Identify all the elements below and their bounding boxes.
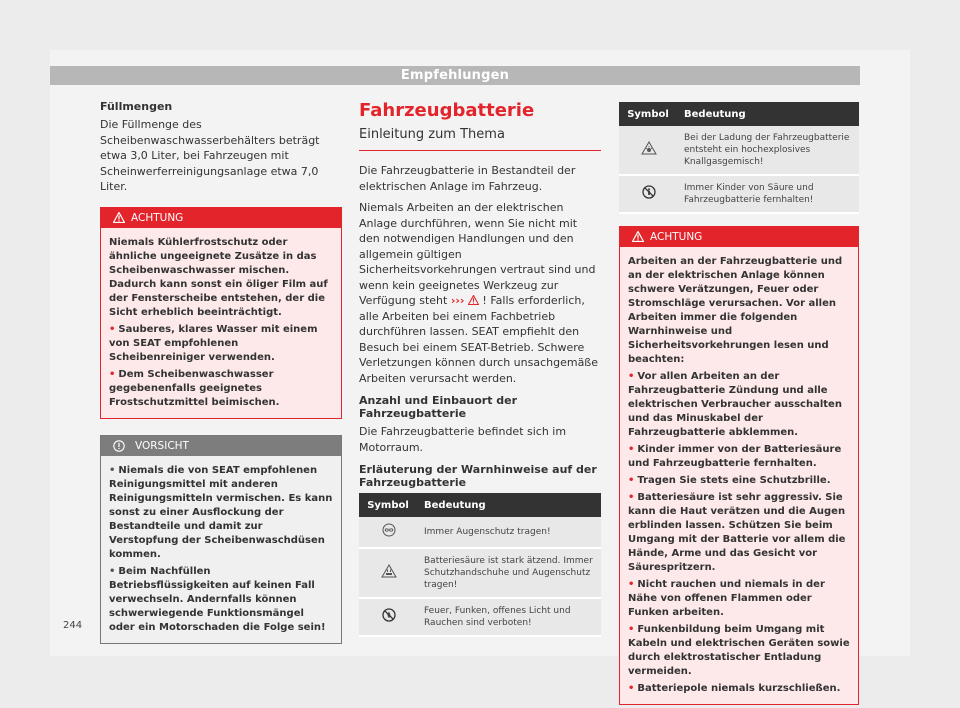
info-circle-icon bbox=[113, 440, 125, 452]
column-header-meaning: Bedeutung bbox=[678, 102, 859, 126]
achtung-body bbox=[620, 247, 858, 704]
section-subtitle: Einleitung zum Thema bbox=[359, 127, 601, 151]
achtung-bullet: • Funkenbildung beim Umgang mit Kabeln und elektrischen Geräten sowie durch elektrostatischer Entladung vermeiden. bbox=[628, 624, 850, 677]
vorsicht-body bbox=[101, 456, 341, 643]
vorsicht-bullet: • Niemals die von SEAT empfohlenen Reinigungsmittel mit anderen Reinigungsmitteln vermischen. Es kann sonst zu einer Ausflockung der Bestandteile und damit zur Verstopfung der Scheibenwaschdüsen kommen. bbox=[109, 464, 333, 560]
table-header-row bbox=[619, 102, 859, 126]
achtung-label: ACHTUNG bbox=[131, 211, 184, 224]
table-row bbox=[619, 175, 859, 213]
achtung-text: Niemals Kühlerfrostschutz oder ähnliche ungeeignete Zusätze in das Scheibenwaschwasser mischen. Dadurch kann sonst ein öliger Film auf der Fensterscheibe entstehen, der die Sicht erheblich beeinträchtigt. bbox=[109, 236, 328, 318]
heading-einbauort: Anzahl und Einbauort der Fahrzeugbatterie bbox=[359, 394, 518, 420]
safety-text: Niemals Arbeiten an der elektrischen Anlage durchführen, wenn Sie nicht mit den notwendigen Handlungen und den allgemein gültigen Sicherheitsvorkehrungen vertraut sind und wenn kein geeignetes Werkzeug zur Verfügung steht ››› ! Falls erforderlich, alle Arbeiten bei einem Fachbetrieb durchführen lassen. SEAT empfiehlt den Besuch bei einem SEAT-Betrieb. Schwere Verletzungen können durch unsachgemäße Arbeiten verursacht werden. bbox=[359, 201, 599, 385]
table-cell-meaning: Feuer, Funken, offenes Licht und Rauchen sind verboten! bbox=[418, 598, 601, 636]
cross-reference-arrow[interactable]: ››› bbox=[450, 294, 465, 307]
achtung-bullet: • Vor allen Arbeiten an der Fahrzeugbatterie Zündung und alle elektrischen Verbraucher ausschalten und das Minuskabel der Fahrzeugbatterie abklemmen. bbox=[628, 371, 842, 438]
warning-triangle-icon bbox=[468, 295, 479, 305]
page-number: 244 bbox=[63, 620, 83, 631]
warning-triangle-icon bbox=[632, 231, 644, 242]
vorsicht-bullet: • Beim Nachfüllen Betriebsflüssigkeiten auf keinen Fall verwechseln. Andernfalls können schwerwiegende Funktionsmängel oder ein Motorschaden die Folge sein! bbox=[109, 565, 326, 633]
table-row bbox=[619, 126, 859, 175]
achtung-box bbox=[619, 226, 859, 705]
einbauort-text: Die Fahrzeugbatterie befindet sich im Motorraum. bbox=[359, 425, 567, 454]
column-3 bbox=[619, 102, 859, 705]
warning-symbol-table bbox=[619, 102, 859, 214]
column-header-symbol: Symbol bbox=[359, 493, 418, 517]
vorsicht-box bbox=[100, 435, 342, 644]
achtung-bullet: • Sauberes, klares Wasser mit einem von SEAT empfohlenen Scheibenreiniger verwenden. bbox=[109, 323, 318, 363]
achtung-bullet: • Batteriesäure ist sehr aggressiv. Sie kann die Haut verätzen und die Augen erblinden lassen. Schützen Sie beim Umgang mit der Batterie vor allem die Hände, Arme und das Gesicht vor Säurespritzern. bbox=[628, 492, 846, 573]
warning-triangle-icon bbox=[113, 212, 125, 223]
achtung-bullet: • Nicht rauchen und niemals in der Nähe von offenen Flammen oder Funken arbeiten. bbox=[628, 579, 825, 618]
table-cell-meaning: Bei der Ladung der Fahrzeugbatterie entsteht ein hochexplosives Knallgasgemisch! bbox=[678, 126, 859, 175]
no-fire-icon bbox=[382, 608, 396, 622]
explosive-gas-icon bbox=[641, 141, 657, 155]
achtung-bullet: • Dem Scheibenwaschwasser gegebenenfalls geeignetes Frostschutzmittel beimischen. bbox=[109, 368, 280, 408]
table-header-row bbox=[359, 493, 601, 517]
eye-protection-icon bbox=[382, 523, 396, 537]
fuellmengen-text: Die Füllmenge des Scheibenwaschwasserbehälters beträgt etwa 3,0 Liter, bei Fahrzeugen mit Scheinwerferreinigungsanlage etwa 7,0 Liter. bbox=[100, 118, 320, 193]
achtung-header bbox=[620, 227, 858, 247]
achtung-bullet: • Batteriepole niemals kurzschließen. bbox=[628, 683, 841, 694]
column-header-meaning: Bedeutung bbox=[418, 493, 601, 517]
achtung-box bbox=[100, 207, 342, 419]
table-cell-meaning: Immer Augenschutz tragen! bbox=[418, 517, 601, 548]
table-row bbox=[359, 598, 601, 636]
vorsicht-label: VORSICHT bbox=[135, 439, 189, 452]
achtung-bullet: • Kinder immer von der Batteriesäure und Fahrzeugbatterie fernhalten. bbox=[628, 444, 842, 469]
table-cell-meaning: Batteriesäure ist stark ätzend. Immer Schutzhandschuhe und Augenschutz tragen! bbox=[418, 548, 601, 598]
page-title: Fahrzeugbatterie bbox=[359, 100, 535, 121]
table-row bbox=[359, 517, 601, 548]
column-2 bbox=[359, 92, 601, 637]
column-header-symbol: Symbol bbox=[619, 102, 678, 126]
heading-fuellmengen: Füllmengen bbox=[100, 100, 173, 113]
achtung-header bbox=[101, 208, 341, 228]
achtung-bullet: • Tragen Sie stets eine Schutzbrille. bbox=[628, 475, 831, 486]
vorsicht-header bbox=[101, 436, 341, 456]
intro-text: Die Fahrzeugbatterie in Bestandteil der elektrischen Anlage im Fahrzeug. bbox=[359, 164, 576, 193]
keep-children-away-icon bbox=[642, 185, 656, 199]
acid-corrosive-icon bbox=[381, 564, 397, 578]
warning-symbol-table bbox=[359, 493, 601, 637]
table-row bbox=[359, 548, 601, 598]
achtung-text: Arbeiten an der Fahrzeugbatterie und an der elektrischen Anlage können schwere Verätzungen, Feuer oder Stromschläge verursachen. Vor allen Arbeiten immer die folgenden Warnhinweise und Sicherheitsvorkehrungen lesen und beachten: bbox=[628, 256, 843, 365]
table-cell-meaning: Immer Kinder von Säure und Fahrzeugbatterie fernhalten! bbox=[678, 175, 859, 213]
achtung-label: ACHTUNG bbox=[650, 231, 703, 243]
column-1 bbox=[100, 92, 342, 644]
heading-warnhinweise: Erläuterung der Warnhinweise auf der Fahrzeugbatterie bbox=[359, 463, 597, 489]
achtung-body bbox=[101, 228, 341, 418]
section-header: Empfehlungen bbox=[50, 66, 860, 85]
